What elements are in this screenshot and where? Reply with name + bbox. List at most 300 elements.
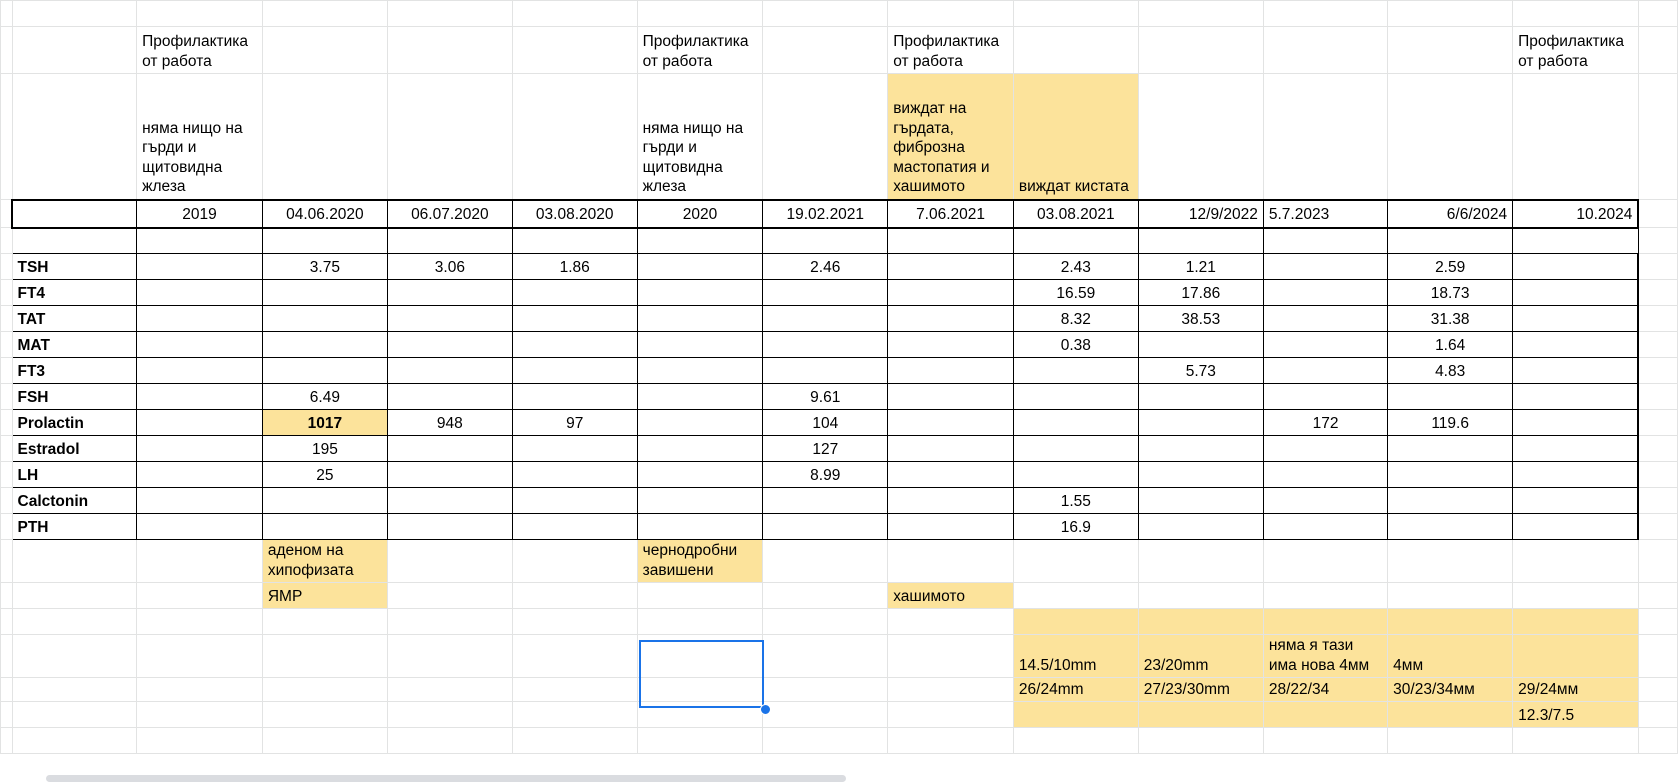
cell[interactable]	[1263, 1, 1387, 27]
cyst-cell[interactable]	[1388, 609, 1513, 635]
cell[interactable]	[888, 678, 1014, 702]
value-cell[interactable]: 31.38	[1388, 306, 1513, 332]
cell[interactable]	[1638, 410, 1677, 436]
value-cell[interactable]	[1263, 306, 1387, 332]
value-cell[interactable]: 1.21	[1138, 254, 1263, 280]
cell[interactable]	[637, 228, 763, 254]
cell[interactable]	[1638, 254, 1677, 280]
value-cell[interactable]: 1017	[262, 410, 387, 436]
value-cell[interactable]: 1.86	[512, 254, 637, 280]
value-cell[interactable]: 0.38	[1013, 332, 1138, 358]
value-cell[interactable]: 16.9	[1013, 514, 1138, 540]
cell[interactable]	[1, 384, 13, 410]
value-cell[interactable]	[637, 462, 763, 488]
value-cell[interactable]	[888, 280, 1014, 306]
value-cell[interactable]	[137, 462, 263, 488]
value-cell[interactable]	[1138, 410, 1263, 436]
cell[interactable]	[1263, 540, 1387, 583]
value-cell[interactable]	[763, 514, 888, 540]
cell[interactable]	[137, 583, 263, 609]
row-label[interactable]: FT3	[12, 358, 137, 384]
value-cell[interactable]	[387, 488, 512, 514]
value-cell[interactable]	[137, 436, 263, 462]
value-cell[interactable]: 2.46	[763, 254, 888, 280]
cell[interactable]	[1638, 635, 1677, 678]
header-cell[interactable]: 7.06.2021	[888, 200, 1014, 228]
cell[interactable]	[137, 702, 263, 728]
cell[interactable]	[1638, 74, 1677, 200]
cyst-cell[interactable]	[1263, 702, 1387, 728]
row-label[interactable]: TAT	[12, 306, 137, 332]
header-cell[interactable]: 12/9/2022	[1138, 200, 1263, 228]
cell[interactable]	[888, 635, 1014, 678]
cell[interactable]	[637, 728, 763, 754]
cell[interactable]	[387, 1, 512, 27]
cell[interactable]	[512, 583, 637, 609]
cell[interactable]	[12, 728, 137, 754]
value-cell[interactable]	[1513, 410, 1639, 436]
row-label[interactable]: LH	[12, 462, 137, 488]
value-cell[interactable]	[637, 488, 763, 514]
value-cell[interactable]	[888, 462, 1014, 488]
cell[interactable]	[137, 609, 263, 635]
note-cell[interactable]: Профилактика от работа	[637, 27, 763, 74]
value-cell[interactable]	[1263, 254, 1387, 280]
note-cell[interactable]: няма нищо на гърди и щитовидна жлеза	[637, 74, 763, 200]
cell[interactable]	[1388, 74, 1513, 200]
cell[interactable]	[1263, 583, 1387, 609]
cell[interactable]	[12, 1, 137, 27]
cell[interactable]	[1638, 358, 1677, 384]
value-cell[interactable]	[1263, 332, 1387, 358]
value-cell[interactable]	[387, 332, 512, 358]
cell[interactable]	[1, 332, 13, 358]
cell[interactable]	[512, 635, 637, 678]
value-cell[interactable]	[637, 514, 763, 540]
cell[interactable]	[1, 436, 13, 462]
cell[interactable]	[637, 609, 763, 635]
cell[interactable]	[1638, 540, 1677, 583]
value-cell[interactable]	[1138, 462, 1263, 488]
header-cell[interactable]: 6/6/2024	[1388, 200, 1513, 228]
value-cell[interactable]	[512, 514, 637, 540]
value-cell[interactable]	[888, 358, 1014, 384]
value-cell[interactable]	[637, 332, 763, 358]
header-cell[interactable]: 03.08.2020	[512, 200, 637, 228]
cell[interactable]	[1013, 540, 1138, 583]
value-cell[interactable]	[888, 384, 1014, 410]
note-cell-highlighted[interactable]: виждат на гърдата, фиброзна мастопатия и хашимото	[888, 74, 1014, 200]
cell[interactable]	[262, 728, 387, 754]
cell[interactable]	[1388, 228, 1513, 254]
cyst-cell[interactable]	[1513, 635, 1639, 678]
cell[interactable]	[1, 728, 13, 754]
cell[interactable]	[1013, 728, 1138, 754]
finding-cell[interactable]: аденом на хипофизата	[262, 540, 387, 583]
cell[interactable]	[637, 583, 763, 609]
cell[interactable]	[1013, 583, 1138, 609]
cell[interactable]	[262, 635, 387, 678]
value-cell[interactable]	[387, 436, 512, 462]
cell[interactable]	[387, 27, 512, 74]
cell[interactable]	[1638, 280, 1677, 306]
cell[interactable]	[1, 27, 13, 74]
note-cell-highlighted[interactable]: виждат кистата	[1013, 74, 1138, 200]
header-cell[interactable]: 2019	[137, 200, 263, 228]
cell[interactable]	[1, 280, 13, 306]
value-cell[interactable]	[137, 306, 263, 332]
value-cell[interactable]	[387, 514, 512, 540]
cell[interactable]	[888, 540, 1014, 583]
value-cell[interactable]	[137, 280, 263, 306]
cell[interactable]	[1, 635, 13, 678]
value-cell[interactable]: 4.83	[1388, 358, 1513, 384]
header-cell[interactable]: 03.08.2021	[1013, 200, 1138, 228]
cell[interactable]	[387, 702, 512, 728]
cyst-cell[interactable]: 14.5/10mm	[1013, 635, 1138, 678]
cell[interactable]	[1, 254, 13, 280]
value-cell[interactable]	[1263, 488, 1387, 514]
cell[interactable]	[1, 200, 13, 228]
cell[interactable]	[1, 609, 13, 635]
value-cell[interactable]	[137, 332, 263, 358]
cell[interactable]	[1, 488, 13, 514]
cell[interactable]	[1638, 384, 1677, 410]
value-cell[interactable]	[888, 514, 1014, 540]
value-cell[interactable]	[1388, 488, 1513, 514]
value-cell[interactable]	[512, 488, 637, 514]
value-cell[interactable]	[1263, 280, 1387, 306]
cell[interactable]	[1, 462, 13, 488]
value-cell[interactable]: 3.75	[262, 254, 387, 280]
value-cell[interactable]	[1138, 332, 1263, 358]
cell[interactable]	[1638, 436, 1677, 462]
value-cell[interactable]	[763, 332, 888, 358]
value-cell[interactable]: 119.6	[1388, 410, 1513, 436]
value-cell[interactable]: 18.73	[1388, 280, 1513, 306]
cell[interactable]	[1638, 488, 1677, 514]
cell[interactable]	[1513, 540, 1639, 583]
cell[interactable]	[262, 27, 387, 74]
cell[interactable]	[1263, 74, 1387, 200]
cyst-cell[interactable]: 26/24mm	[1013, 678, 1138, 702]
cell[interactable]	[1513, 1, 1639, 27]
value-cell[interactable]: 5.73	[1138, 358, 1263, 384]
value-cell[interactable]	[1263, 436, 1387, 462]
cell[interactable]	[512, 540, 637, 583]
note-cell[interactable]: Профилактика от работа	[1513, 27, 1639, 74]
cell[interactable]	[137, 728, 263, 754]
cell[interactable]	[1388, 27, 1513, 74]
value-cell[interactable]	[1513, 332, 1639, 358]
value-cell[interactable]	[1513, 514, 1639, 540]
value-cell[interactable]	[1138, 488, 1263, 514]
cell[interactable]	[1388, 728, 1513, 754]
value-cell[interactable]	[262, 306, 387, 332]
row-label[interactable]: Calctonin	[12, 488, 137, 514]
cell[interactable]	[1263, 728, 1387, 754]
cell[interactable]	[262, 702, 387, 728]
value-cell[interactable]	[1388, 514, 1513, 540]
cell[interactable]	[637, 635, 763, 678]
fill-handle[interactable]	[760, 704, 771, 715]
cell[interactable]	[137, 635, 263, 678]
cell[interactable]	[1013, 228, 1138, 254]
cell[interactable]	[637, 678, 763, 702]
value-cell[interactable]: 8.32	[1013, 306, 1138, 332]
value-cell[interactable]: 127	[763, 436, 888, 462]
cell[interactable]	[763, 635, 888, 678]
cell[interactable]	[1138, 1, 1263, 27]
header-cell[interactable]: 06.07.2020	[387, 200, 512, 228]
cell[interactable]	[1638, 306, 1677, 332]
cell[interactable]	[1638, 583, 1677, 609]
cell[interactable]	[512, 74, 637, 200]
cell[interactable]	[137, 540, 263, 583]
value-cell[interactable]	[888, 436, 1014, 462]
value-cell[interactable]	[1013, 410, 1138, 436]
cell[interactable]	[387, 728, 512, 754]
header-cell[interactable]	[12, 200, 137, 228]
cyst-cell[interactable]: 27/23/30mm	[1138, 678, 1263, 702]
cell[interactable]	[12, 609, 137, 635]
value-cell[interactable]: 6.49	[262, 384, 387, 410]
value-cell[interactable]	[763, 488, 888, 514]
cell[interactable]	[1013, 27, 1138, 74]
value-cell[interactable]	[637, 436, 763, 462]
cell[interactable]	[12, 540, 137, 583]
row-label[interactable]: MAT	[12, 332, 137, 358]
cell[interactable]	[1263, 27, 1387, 74]
cell[interactable]	[1, 540, 13, 583]
value-cell[interactable]	[637, 306, 763, 332]
value-cell[interactable]: 2.59	[1388, 254, 1513, 280]
cell[interactable]	[1638, 514, 1677, 540]
value-cell[interactable]	[512, 436, 637, 462]
cell[interactable]	[387, 635, 512, 678]
row-label[interactable]: TSH	[12, 254, 137, 280]
cell[interactable]	[763, 678, 888, 702]
value-cell[interactable]	[137, 410, 263, 436]
cyst-cell[interactable]: 4мм	[1388, 635, 1513, 678]
cell[interactable]	[387, 609, 512, 635]
value-cell[interactable]: 97	[512, 410, 637, 436]
cell[interactable]	[1, 583, 13, 609]
cell[interactable]	[137, 228, 263, 254]
cell[interactable]	[888, 228, 1014, 254]
cell[interactable]	[1, 74, 13, 200]
value-cell[interactable]	[1013, 462, 1138, 488]
cell[interactable]	[763, 728, 888, 754]
cell[interactable]	[1, 228, 13, 254]
value-cell[interactable]	[512, 358, 637, 384]
cell[interactable]	[262, 609, 387, 635]
cell[interactable]	[763, 540, 888, 583]
cell[interactable]	[1, 702, 13, 728]
cell[interactable]	[1638, 332, 1677, 358]
note-cell[interactable]: няма нищо на гърди и щитовидна жлеза	[137, 74, 263, 200]
value-cell[interactable]	[137, 488, 263, 514]
value-cell[interactable]	[387, 462, 512, 488]
cell[interactable]	[512, 702, 637, 728]
value-cell[interactable]	[1138, 514, 1263, 540]
value-cell[interactable]	[262, 280, 387, 306]
finding-cell[interactable]: чернодробни завишени	[637, 540, 763, 583]
cell[interactable]	[763, 1, 888, 27]
cell[interactable]	[512, 609, 637, 635]
value-cell[interactable]	[262, 488, 387, 514]
cell[interactable]	[1138, 728, 1263, 754]
value-cell[interactable]: 172	[1263, 410, 1387, 436]
cell[interactable]	[1388, 540, 1513, 583]
cell[interactable]	[387, 228, 512, 254]
value-cell[interactable]: 3.06	[387, 254, 512, 280]
value-cell[interactable]	[512, 384, 637, 410]
cell[interactable]	[1638, 462, 1677, 488]
cell[interactable]	[262, 74, 387, 200]
cell[interactable]	[12, 228, 137, 254]
cell[interactable]	[12, 74, 137, 200]
value-cell[interactable]	[1513, 280, 1639, 306]
cell[interactable]	[763, 583, 888, 609]
value-cell[interactable]	[1263, 462, 1387, 488]
value-cell[interactable]	[1388, 436, 1513, 462]
cell[interactable]	[763, 74, 888, 200]
cyst-cell[interactable]: няма я тази има нова 4мм	[1263, 635, 1387, 678]
value-cell[interactable]	[262, 514, 387, 540]
value-cell[interactable]	[262, 358, 387, 384]
note-cell[interactable]: Профилактика от работа	[888, 27, 1014, 74]
cell[interactable]	[262, 1, 387, 27]
value-cell[interactable]	[637, 410, 763, 436]
cell[interactable]	[1638, 228, 1677, 254]
value-cell[interactable]	[888, 306, 1014, 332]
cell[interactable]	[1388, 583, 1513, 609]
cell[interactable]	[763, 702, 888, 728]
row-label[interactable]: FT4	[12, 280, 137, 306]
value-cell[interactable]: 948	[387, 410, 512, 436]
cell[interactable]	[1513, 583, 1639, 609]
value-cell[interactable]	[637, 280, 763, 306]
value-cell[interactable]	[1513, 358, 1639, 384]
value-cell[interactable]	[137, 358, 263, 384]
value-cell[interactable]: 195	[262, 436, 387, 462]
value-cell[interactable]: 16.59	[1013, 280, 1138, 306]
cyst-cell[interactable]	[1013, 702, 1138, 728]
value-cell[interactable]	[1138, 384, 1263, 410]
cell[interactable]	[512, 27, 637, 74]
value-cell[interactable]	[1263, 514, 1387, 540]
cell[interactable]	[763, 228, 888, 254]
cell[interactable]	[512, 728, 637, 754]
value-cell[interactable]	[137, 514, 263, 540]
cell[interactable]	[763, 27, 888, 74]
row-label[interactable]: Estradol	[12, 436, 137, 462]
value-cell[interactable]	[387, 280, 512, 306]
value-cell[interactable]	[888, 410, 1014, 436]
value-cell[interactable]	[387, 384, 512, 410]
cell[interactable]	[1, 358, 13, 384]
note-cell[interactable]: Профилактика от работа	[137, 27, 263, 74]
cell[interactable]	[763, 609, 888, 635]
value-cell[interactable]	[1013, 436, 1138, 462]
cell[interactable]	[262, 228, 387, 254]
cell[interactable]	[1, 1, 13, 27]
value-cell[interactable]	[1013, 384, 1138, 410]
value-cell[interactable]: 25	[262, 462, 387, 488]
cell[interactable]	[1388, 1, 1513, 27]
value-cell[interactable]	[137, 384, 263, 410]
value-cell[interactable]: 38.53	[1138, 306, 1263, 332]
value-cell[interactable]	[1513, 384, 1639, 410]
value-cell[interactable]: 17.86	[1138, 280, 1263, 306]
value-cell[interactable]	[137, 254, 263, 280]
value-cell[interactable]	[512, 306, 637, 332]
value-cell[interactable]: 8.99	[763, 462, 888, 488]
cell[interactable]	[1138, 540, 1263, 583]
cell[interactable]	[387, 540, 512, 583]
cell[interactable]	[137, 1, 263, 27]
value-cell[interactable]	[1388, 462, 1513, 488]
cell[interactable]	[637, 702, 763, 728]
value-cell[interactable]	[637, 358, 763, 384]
cell[interactable]	[1, 306, 13, 332]
value-cell[interactable]	[512, 280, 637, 306]
value-cell[interactable]	[888, 488, 1014, 514]
row-label[interactable]: Prolactin	[12, 410, 137, 436]
value-cell[interactable]	[637, 384, 763, 410]
value-cell[interactable]	[1263, 384, 1387, 410]
cell[interactable]	[512, 678, 637, 702]
cell[interactable]	[387, 678, 512, 702]
value-cell[interactable]	[262, 332, 387, 358]
value-cell[interactable]	[1513, 462, 1639, 488]
cell[interactable]	[387, 583, 512, 609]
cell[interactable]	[262, 678, 387, 702]
cyst-cell[interactable]: 12.3/7.5	[1513, 702, 1639, 728]
header-cell[interactable]: 5.7.2023	[1263, 200, 1387, 228]
cell[interactable]	[888, 1, 1014, 27]
cell[interactable]	[1638, 1, 1677, 27]
value-cell[interactable]	[1263, 358, 1387, 384]
value-cell[interactable]: 2.43	[1013, 254, 1138, 280]
cell[interactable]	[637, 1, 763, 27]
cyst-cell[interactable]: 29/24мм	[1513, 678, 1639, 702]
cell[interactable]	[1138, 583, 1263, 609]
cell[interactable]	[12, 583, 137, 609]
cell[interactable]	[12, 678, 137, 702]
value-cell[interactable]: 9.61	[763, 384, 888, 410]
cell[interactable]	[888, 702, 1014, 728]
row-label[interactable]: PTH	[12, 514, 137, 540]
value-cell[interactable]	[888, 332, 1014, 358]
cell[interactable]	[1638, 27, 1677, 74]
cyst-cell[interactable]	[1263, 609, 1387, 635]
cell[interactable]	[512, 228, 637, 254]
cell[interactable]	[1638, 702, 1677, 728]
cell[interactable]	[1, 514, 13, 540]
cyst-cell[interactable]: 30/23/34мм	[1388, 678, 1513, 702]
cell[interactable]	[12, 635, 137, 678]
value-cell[interactable]	[1513, 254, 1639, 280]
row-label[interactable]: FSH	[12, 384, 137, 410]
value-cell[interactable]	[1513, 306, 1639, 332]
cell[interactable]	[137, 678, 263, 702]
cyst-cell[interactable]: 28/22/34	[1263, 678, 1387, 702]
header-cell[interactable]: 2020	[637, 200, 763, 228]
cell[interactable]	[1138, 228, 1263, 254]
value-cell[interactable]	[763, 306, 888, 332]
